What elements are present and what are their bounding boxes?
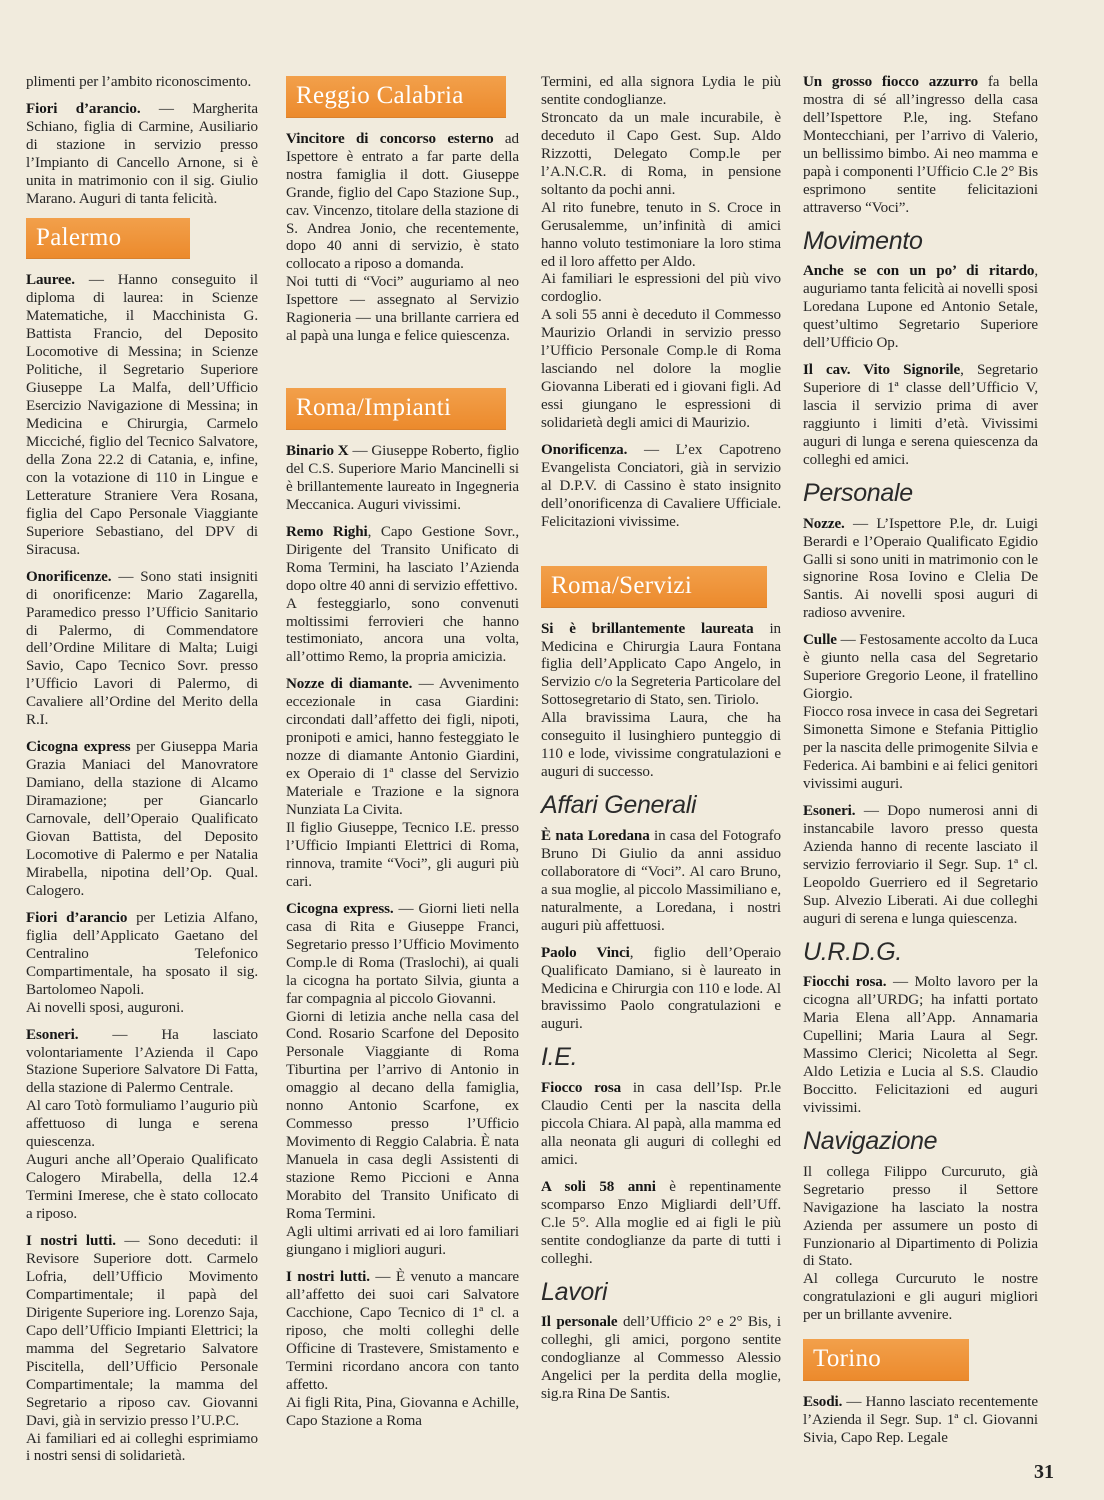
paragraph-text: , Capo Gestione Sovr., Dirigente del Transito Unificato di Roma Termini, ha lasciato l’Azienda dopo oltre 40 anni di servizio effettivo. [286, 523, 519, 594]
paragraph [541, 442, 781, 532]
section-banner-torino: Torino [803, 1339, 969, 1380]
section-heading-affari-generali: Affari Generali [541, 791, 697, 820]
lead-in: Il personale [541, 1314, 618, 1331]
paragraph [286, 676, 519, 820]
lead-in: Onorificenze. [26, 568, 112, 585]
lead-in: Esoneri. [803, 802, 856, 819]
section-heading-personale: Personale [803, 478, 913, 507]
paragraph [803, 1394, 1038, 1448]
lead-in: Cicogna express [26, 739, 131, 756]
paragraph [541, 1080, 781, 1170]
paragraph-text: — Avvenimento eccezionale in casa Giardini: circondati dall’affetto dei figli, nipoti, pronipoti e amici, hanno festeggiato le nozze di diamante Antonio Giardini, ex Operaio di 1ª classe del Servizio Materiale e Trazione e la signora Nunziata La Civita. [286, 676, 520, 819]
column-4 [803, 74, 1038, 1457]
paragraph [26, 101, 258, 209]
lead-in: Culle [803, 632, 837, 649]
paragraph: Il figlio Giuseppe, Tecnico I.E. presso l’Ufficio Impianti Elettrici di Roma, rinnova, tramite “Voci”, gli auguri più cari. [286, 820, 519, 890]
lead-in: Remo Righi [286, 523, 368, 540]
paragraph: Agli ultimi arrivati ed ai loro familiari giungano i migliori auguri. [286, 1223, 519, 1258]
column-1 [26, 74, 258, 1475]
lead-in: Nozze di diamante. [286, 676, 413, 693]
paragraph [286, 524, 519, 596]
paragraph [803, 803, 1038, 929]
section-banner-palermo: Palermo [26, 218, 190, 259]
paragraph [286, 1269, 519, 1395]
paragraph: A festeggiarlo, sono convenuti moltissimi ferrovieri che hanno testimoniato, ancora una volta, all’ottimo Remo, la propria amicizia. [286, 595, 519, 666]
section-heading-navigazione: Navigazione [803, 1126, 938, 1155]
paragraph [541, 828, 781, 936]
paragraph [26, 739, 258, 901]
lead-in: Binario X [286, 442, 349, 459]
paragraph: Al collega Curcuruto le nostre congratulazioni e gli auguri migliori per un brillante avvenire. [803, 1271, 1038, 1324]
paragraph [286, 901, 519, 1009]
column-2 [286, 74, 519, 1439]
section-heading-urdg: U.R.D.G. [803, 937, 902, 966]
lead-in: È nata Loredana [541, 827, 650, 844]
paragraph: Ai novelli sposi, auguroni. [26, 999, 184, 1016]
paragraph-text: — Molto lavoro per la cicogna all’URDG; ha infatti portato Maria Elena all’App. Annamaria Cupellini; Maria Laura al Segr. Massimo Clerici; Nicoletta al Segr. Aldo Letizia e Lucia al S.S. Claudio Boccitto. Felicitazioni ed auguri vivissimi. [803, 974, 1039, 1116]
section-banner-roma-impianti: Roma/Impianti [286, 388, 506, 429]
paragraph-text: ad Ispettore è entrato a far parte della nostra famiglia il dott. Giuseppe Grande, figlio del Capo Stazione Sup., cav. Vincenzo, titolare della stazione di S. Andrea Jonio, che recentemente, dopo 40 anni di servizio, è stato collocato a riposo a domanda. [286, 130, 519, 273]
paragraph-text: — Sono deceduti: il Revisore Superiore dott. Carmelo Lofria, dell’Ufficio Movimento Compartimentale; il papà del Dirigente Superiore ing. Lorenzo Saja, Capo dell’Ufficio Impianti Elettrici; la mamma del Segretario Salvatore Piscitella, dell’Ufficio Personale Compartimentale; la mamma del Segretario a riposo cav. Giovanni Davi, già in servizio presso l’U.P.C. [26, 1233, 259, 1429]
lead-in: Lauree. [26, 272, 75, 289]
paragraph [541, 621, 781, 711]
paragraph: Auguri anche all’Operaio Qualificato Calogero Mirabella, della 12.4 Termini Imerese, che è stato collocato a riposo. [26, 1152, 258, 1223]
lead-in: Fiocchi rosa. [803, 974, 887, 991]
paragraph [803, 74, 1038, 218]
paragraph-text: dell’Ufficio 2° e 2° Bis, i colleghi, gli amici, porgono sentite condoglianze al Commesso Alessio Angelici per la perdita della moglie, sig.ra Rina De Santis. [541, 1314, 781, 1403]
lead-in: Il cav. Vito Signorile [803, 362, 961, 379]
paragraph [26, 910, 258, 1000]
lead-in: Nozze. [803, 515, 845, 532]
paragraph-text: — È venuto a mancare all’affetto dei suoi cari Salvatore Cacchione, Capo Tecnico di 1ª cl. a riposo, che molti colleghi delle Officine di Trastevere, Smistamento e Termini ricordano ancora con tanto affetto. [286, 1268, 519, 1393]
paragraph-text: — Margherita Schiano, figlia di Carmine, Ausiliario di stazione in servizio presso l’Impianto di Cancello Arnone, si è unita in matrimonio con il sig. Giulio Marano. Auguri di tanta felicità. [26, 100, 258, 207]
section-banner-reggio-calabria: Reggio Calabria [286, 76, 506, 117]
paragraph-text: in casa dell’Isp. Pr.le Claudio Centi per la nascita della piccola Chiara. Al papà, alla mamma ed alla neonata gli auguri di colleghi ed amici. [541, 1080, 781, 1168]
paragraph-text: — Hanno conseguito il diploma di laurea: in Scienze Matematiche, il Macchinista G. Battista Francio, del Deposito Locomotive di Messina; in Scienze Politiche, il Segretario Superiore Giuseppe La Malfa, dell’Ufficio Esercizio Navigazione di Messina; in Medicina e Chirurgia, Carmelo Micciché, figlio del Tecnico Salvatore, della Zona 22.2 di Catania, e, infine, con la votazione di 110 in Lingue e Letterature Straniere Vera Rosana, figlia del Capo Personale Viaggiante Superiore Sebastiano, del DPV di Siracusa. [26, 272, 258, 558]
paragraph-text: — Hanno lasciato recentemente l’Azienda il Segr. Sup. 1ª cl. Giovanni Sivia, Capo Rep. Legale [803, 1394, 1038, 1446]
paragraph [803, 632, 1038, 704]
lead-in: Fiocco rosa [541, 1080, 622, 1097]
paragraph: Ai familiari ed ai colleghi esprimiamo i nostri sensi di solidarietà. [26, 1430, 258, 1465]
page-number: 31 [1034, 1461, 1054, 1483]
paragraph: A soli 55 anni è deceduto il Commesso Maurizio Orlandi in servizio presso l’Ufficio Personale Comp.le di Roma lasciando nel dolore la moglie Giovanna Liberati ed i giovani figli. Ad essi giungano le espressioni di solidarietà degli amici di Maurizio. [541, 307, 781, 432]
paragraph-text: — Sono stati insigniti di onorificenze: Mario Zagarella, Paramedico presso l’Ufficio Sanitario di Palermo, di Commendatore dell’Ordine Militare di Malta; Luigi Savio, Capo Tecnico Sovr. presso l’Ufficio Lavori di Palermo, di Cavaliere all’Ordine del Merito della R.I. [26, 568, 258, 729]
paragraph-text: è repentinamente scomparso Enzo Migliardi dell’Uff. C.le 5°. Alla moglie ed ai figli le più sentite condoglianze da parte di tutti i colleghi. [541, 1178, 782, 1267]
lead-in: Un grosso fiocco azzurro [803, 74, 979, 90]
paragraph [541, 1179, 781, 1269]
paragraph [26, 1233, 258, 1430]
paragraph [26, 272, 258, 559]
lead-in: I nostri lutti. [286, 1268, 370, 1285]
lead-in: Esoneri. [26, 1026, 79, 1043]
paragraph [803, 263, 1038, 353]
paragraph-text: — Dopo numerosi anni di instancabile lavoro presso questa Azienda hanno di recente lasciato il servizio ferroviario il Segr. Sup. 1ª cl. Leopoldo Guerriero ed il Segretario Sup. Alvezio Liberati. Ai due colleghi auguri di serena e lunga quiescenza. [803, 802, 1038, 927]
paragraph-text: — Giorni lieti nella casa di Rita e Giuseppe Franci, Segretario presso l’Ufficio Movimento Comp.le di Roma (Traslochi), ai quali la cicogna ha portato Silvia, giunta a far compagnia al piccolo Giovanni. [286, 900, 519, 1007]
section-heading-ie: I.E. [541, 1043, 578, 1072]
paragraph [286, 131, 519, 275]
lead-in: Onorificenza. [541, 442, 628, 459]
paragraph-text: — L’Ispettore P.le, dr. Luigi Berardi e l’Operaio Qualificato Egidio Galli si sono uniti in matrimonio con le signorine Rosa Iovino e Clelia De Santis. Ai novelli sposi auguri di radioso avvenire. [803, 515, 1038, 622]
paragraph: Alla bravissima Laura, che ha conseguito il lusinghiero punteggio di 110 e lode, vivissime congratulazioni e auguri di successo. [541, 710, 781, 781]
paragraph-text: — Giuseppe Roberto, figlio del C.S. Superiore Mario Mancinelli si è brillantemente laureato in Ingegneria Meccanica. Auguri vivissimi. [286, 442, 519, 513]
paragraph-text: — L’ex Capotreno Evangelista Conciatori, già in servizio al D.P.V. di Cassino è stato insignito dell’onorificenza di Cavaliere Ufficiale. Felicitazioni vivissime. [541, 442, 781, 530]
paragraph [26, 569, 258, 731]
paragraph: Noi tutti di “Voci” auguriamo al neo Ispettore — assegnato al Servizio Ragioneria — una brillante carriera ed al papà una lunga e felice quiescenza. [286, 274, 519, 345]
paragraph [541, 1314, 781, 1404]
paragraph: Giorni di letizia anche nella casa del Cond. Rosario Scarfone del Deposito Personale Viaggiante di Roma Tiburtina per l’arrivo di Antonio in omaggio al decano della famiglia, nonno Antonio Scarfone, ex Commesso presso l’Ufficio Movimento di Reggio Calabria. È nata Manuela in casa degli Assistenti di stazione Remo Piccioni e Anna Morabito del Transito Unificato di Roma Termini. [286, 1008, 519, 1223]
paragraph-text: in Medicina e Chirurgia Laura Fontana figlia dell’Applicato Capo Angelo, in Servizio c/o la Segreteria Particolare del Sottosegretario di Stato, sen. Tiriolo. [541, 620, 781, 709]
lead-in: Fiori d’arancio [26, 909, 128, 926]
lead-in: Esodi. [803, 1394, 843, 1411]
lead-in: Anche se con un po’ di ritardo [803, 263, 1035, 280]
lead-in: A soli 58 anni [541, 1178, 656, 1195]
lead-in: Vincitore di concorso esterno [286, 130, 494, 147]
paragraph [803, 516, 1038, 624]
paragraph: Al rito funebre, tenuto in S. Croce in Gerusalemme, un’infinità di amici hanno voluto testimoniare la loro stima ed il loro affetto per Aldo. [541, 199, 781, 270]
paragraph [286, 443, 519, 515]
paragraph-text: per Letizia Alfano, figlia dell’Applicato Gaetano del Centralino Telefonico Compartimentale, ha sposato il sig. Bartolomeo Napoli. [26, 909, 258, 998]
lead-in: Si è brillantemente laureata [541, 620, 754, 637]
lead-in: Cicogna express. [286, 900, 394, 917]
paragraph-text: per Giuseppa Maria Grazia Maniaci del Manovratore Damiano, della stazione di Alcamo Diramazione; per Giancarlo Carnovale, dell’Operaio Qualificato Giovan Battista, del Deposito Locomotive di Palermo e per Natalia Mirabella, nipotina dell’Op. Qual. Calogero. [26, 739, 258, 899]
paragraph: Stroncato da un male incurabile, è deceduto il Capo Gest. Sup. Aldo Rizzotti, Delegato Comp.le per l’A.N.C.R. di Roma, in pensione soltanto da pochi anni. [541, 109, 781, 198]
section-heading-movimento: Movimento [803, 226, 923, 255]
paragraph: Ai familiari le espressioni del più vivo cordoglio. [541, 271, 781, 306]
paragraph-text: — Festosamente accolto da Luca è giunto nella casa del Segretario Superiore Gregorio Leone, il fratellino Giorgio. [803, 632, 1038, 703]
column-3 [541, 74, 781, 1413]
lead-in: Paolo Vinci [541, 944, 630, 961]
paragraph-text: in casa del Fotografo Bruno Di Giulio da anni assiduo collaboratore di “Voci”. Al caro Bruno, a sua moglie, al piccolo Massimiliano e, naturalmente, a Loredana, i nostri auguri più affettuosi. [541, 827, 781, 934]
paragraph [541, 945, 781, 1035]
paragraph: Il collega Filippo Curcuruto, già Segretario presso il Settore Navigazione ha lasciato la nostra Azienda per assumere un posto di Funzionario al Dipartimento di Polizia di Stato. [803, 1163, 1038, 1270]
paragraph: Al caro Totò formuliamo l’augurio più affettuoso di lunga e serena quiescenza. [26, 1098, 258, 1151]
paragraph: plimenti per l’ambito riconoscimento. [26, 74, 252, 90]
paragraph: Termini, ed alla signora Lydia le più sentite condoglianze. [541, 74, 781, 108]
lead-in: Fiori d’arancio. [26, 100, 141, 117]
paragraph-text: — Ha lasciato volontariamente l’Azienda il Capo Stazione Superiore Salvatore Di Fatta, della stazione di Palermo Centrale. [26, 1026, 258, 1097]
paragraph: Ai figli Rita, Pina, Giovanna e Achille, Capo Stazione a Roma [286, 1394, 519, 1429]
paragraph-text: , figlio dell’Operaio Qualificato Damiano, si è laureato in Medicina e Chirurgia con 110 e lode. Al bravissimo Paolo congratulazioni e auguri. [541, 944, 781, 1033]
paragraph-text: , Segretario Superiore di 1ª classe dell’Ufficio V, lascia il servizio prima di aver raggiunto i limiti d’età. Vivissimi auguri di lunga e serena quiescenza da colleghi ed amici. [803, 362, 1038, 468]
paragraph [803, 974, 1038, 1118]
lead-in: I nostri lutti. [26, 1233, 116, 1250]
paragraph: Fiocco rosa invece in casa dei Segretari Simonetta Simone e Stefania Pittiglio per la nascita delle primogenite Silvia e Federica. Ai bambini e ai felici genitori vivissimi auguri. [803, 704, 1038, 792]
section-heading-lavori: Lavori [541, 1277, 608, 1306]
section-banner-roma-servizi: Roma/Servizi [541, 566, 767, 607]
paragraph-text: fa bella mostra di sé all’ingresso della casa dell’Ispettore P.le, ing. Stefano Montecchiani, per l’arrivo di Valerio, un bellissimo bimbo. Ai neo mamma e papà i componenti l’Ufficio C.le 2° Bis esprimono sentite felicitazioni attraverso “Voci”. [803, 74, 1038, 216]
paragraph [26, 1027, 258, 1099]
paragraph [803, 362, 1038, 470]
paragraph-text: , auguriamo tanta felicità ai novelli sposi Loredana Lupone ed Antonio Setale, quest’ultimo Segretario Superiore dell’Ufficio Op. [803, 263, 1038, 352]
